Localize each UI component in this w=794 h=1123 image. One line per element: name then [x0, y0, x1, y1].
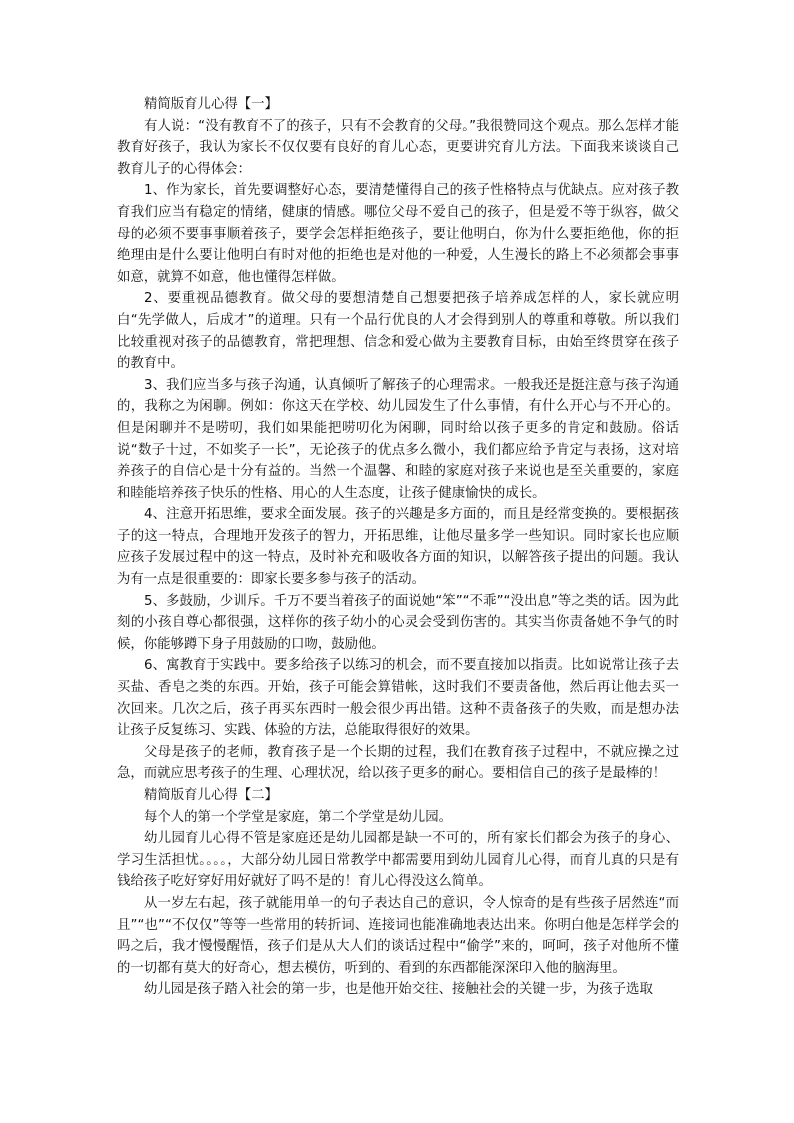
- paragraph: 每个人的第一个学堂是家庭，第二个学堂是幼儿园。: [144, 809, 452, 825]
- paragraph: 5、多鼓励，少训斥。千万不要当着孩子的面说她“笨”“不乖”“没出息”等之类的话。因为此刻的小孩自尊心都很强，这样你的孩子幼小的心灵会受到伤害的。其实当你责备她不争气的时候，你能够蹲下身子用鼓励的口吻，鼓励他。: [117, 593, 679, 652]
- paragraph: 4、注意开拓思维，要求全面发展。孩子的兴趣是多方面的，而且是经常变换的。要根据孩子的这一特点，合理地开发孩子的智力，开拓思维，让他尽量多学一些知识。同时家长也应顺应孩子发展过程中的这一特点，及时补充和吸收各方面的知识，以解答孩子提出的问题。我认为有一点是很重要的：即家长要多参与孩子的活动。: [117, 507, 679, 588]
- paragraph: 2、要重视品德教育。做父母的要想清楚自己想要把孩子培养成怎样的人，家长就应明白“先学做人，后成才”的道理。只有一个品行优良的人才会得到别人的尊重和尊敬。所以我们比较重视对孩子的品德教育，常把理想、信念和爱心做为主要教育目标，由始至终贯穿在孩子的教育中。: [117, 291, 679, 372]
- paragraph: 1、作为家长，首先要调整好心态，要清楚懂得自己的孩子性格特点与优缺点。应对孩子教育我们应当有稳定的情绪，健康的情感。哪位父母不爱自己的孩子，但是爱不等于纵容，做父母的必须不要事事顺着孩子，要学会怎样拒绝孩子，要让他明白，你为什么要拒绝他，你的拒绝理由是什么要让他明白有时对他的拒绝也是对他的一种爱，人生漫长的路上不必须都会事事如意，就算不如意，他也懂得怎样做。: [117, 183, 679, 285]
- paragraph: 幼儿园是孩子踏入社会的第一步，也是他开始交往、接触社会的关键一步，为孩子选取: [144, 982, 653, 998]
- section-heading-2: 精简版育儿心得【二】: [144, 788, 278, 803]
- paragraph: 父母是孩子的老师，教育孩子是一个长期的过程，我们在教育孩子过程中，不就应操之过急，而就应思考孩子的生理、心理状况，给以孩子更多的耐心。要相信自己的孩子是最棒的！: [117, 744, 679, 782]
- paragraph: 3、我们应当多与孩子沟通，认真倾听了解孩子的心理需求。一般我还是挺注意与孩子沟通的，我称之为闲聊。例如：你这天在学校、幼儿园发生了什么事情，有什么开心与不开心的。但是闲聊并不是唠叨，我们如果能把唠叨化为闲聊，同时给以孩子更多的肯定和鼓励。俗话说“数子十过，不如奖子一长”，无论孩子的优点多么微小，我们都应给予肯定与表扬，这对培养孩子的自信心是十分有益的。当然一个温馨、和睦的家庭对孩子来说也是至关重要的，家庭和睦能培养孩子快乐的性格、用心的人生态度，让孩子健康愉快的成长。: [117, 377, 679, 501]
- section-heading-1: 精简版育儿心得【一】: [144, 97, 278, 112]
- paragraph: 有人说：“没有教育不了的孩子，只有不会教育的父母。”我很赞同这个观点。那么怎样才能教育好孩子，我认为家长不仅仅要有良好的育儿心态，更要讲究育儿方法。下面我来谈谈自己教育儿子的心得体会：: [117, 118, 679, 177]
- paragraph: 从一岁左右起，孩子就能用单一的句子表达自己的意识，令人惊奇的是有些孩子居然连“而且”“也”“不仅仅”等等一些常用的转折词、连接词也能准确地表达出来。你明白他是怎样学会的吗之后，我才慢慢醒悟，孩子们是从大人们的谈话过程中“偷学”来的，呵呵，孩子对他所不懂的一切都有莫大的好奇心，想去模仿，听到的、看到的东西都能深深印入他的脑海里。: [117, 895, 679, 976]
- paragraph: 幼儿园育儿心得不管是家庭还是幼儿园都是缺一不可的，所有家长们都会为孩子的身心、学习生活担忧。。。。，大部分幼儿园日常教学中都需要用到幼儿园育儿心得，而育儿真的只是有钱给孩子吃好穿好用好就好了吗不是的！育儿心得没这么简单。: [117, 831, 679, 890]
- paragraph: 6、寓教育于实践中。要多给孩子以练习的机会，而不要直接加以指责。比如说常让孩子去买盐、香皂之类的东西。开始，孩子可能会算错帐，这时我们不要责备他，然后再让他去买一次回来。几次之后，孩子再买东西时一般会很少再出错。这种不责备孩子的失败，而是想办法让孩子反复练习、实践、体验的方法，总能取得很好的效果。: [117, 658, 679, 739]
- document-page: [117, 94, 679, 1001]
